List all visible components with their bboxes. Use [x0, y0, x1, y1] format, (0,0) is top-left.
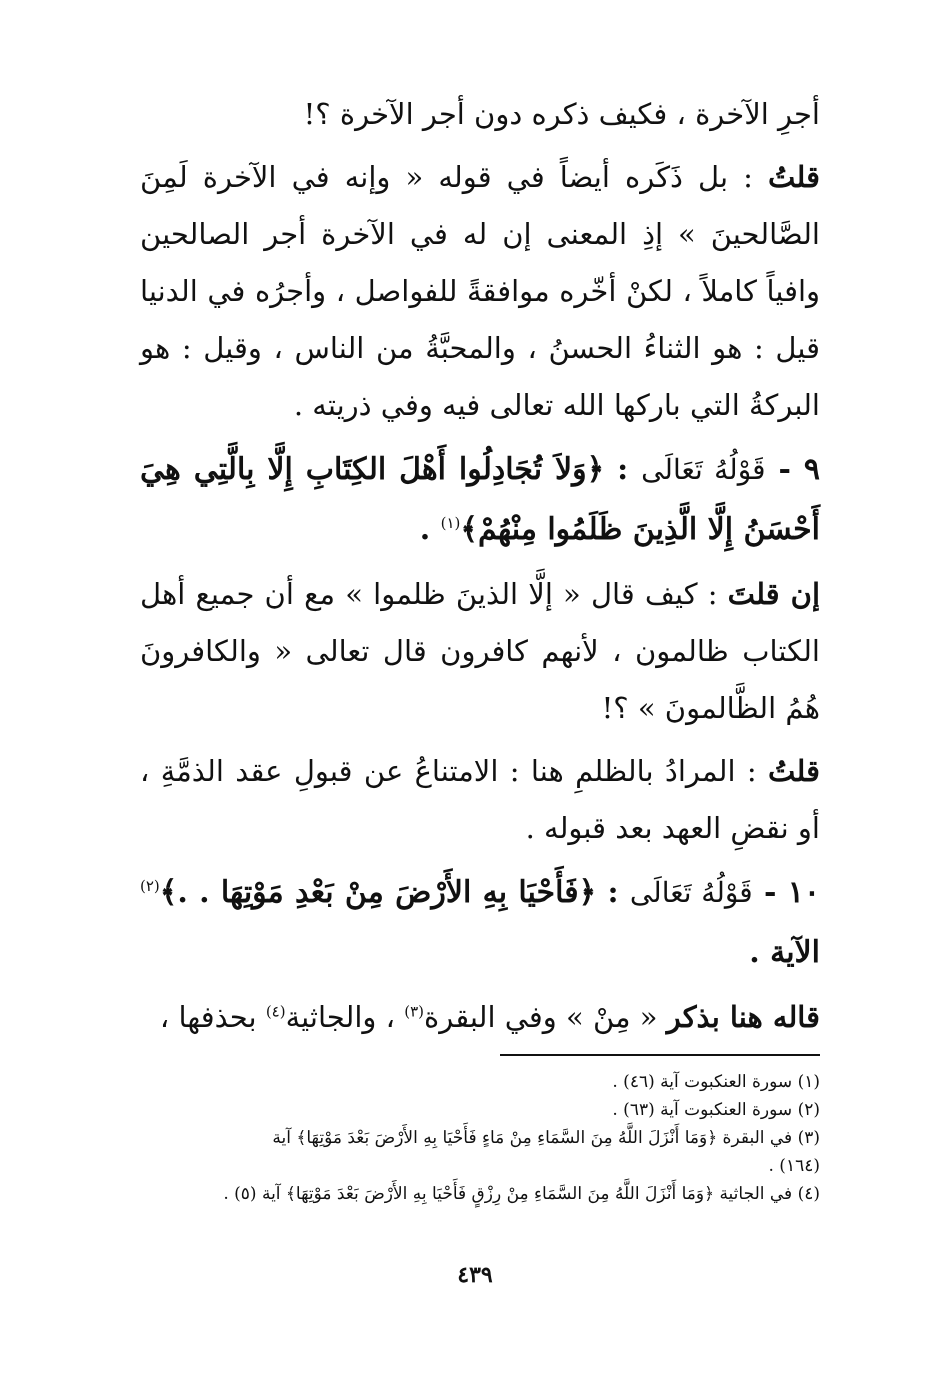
- verse-9-text: : ﴿وَلاَ تُجَادِلُوا أَهْلَ الكِتَابِ إِلَّا بِالَّتِي هِيَ أَحْسَنُ إِلَّا الَّذِينَ ظَلَمُوا مِنْهُمْ﴾: [140, 452, 820, 547]
- footnote-ref-4[interactable]: (٤): [265, 1002, 286, 1021]
- answer-lead: قلتُ: [768, 160, 820, 194]
- footnote-3-continued: (١٦٤) .: [768, 1156, 820, 1176]
- footnote-1: (١) سورة العنكبوت آية (٤٦) .: [612, 1072, 820, 1092]
- verse-10-heading: قَوْلُهُ تَعَالَى: [629, 876, 753, 909]
- verse-9-end: .: [419, 512, 441, 547]
- paragraph-2: [140, 149, 820, 434]
- paragraph-5-part-b: ، والجاثية: [285, 1000, 405, 1034]
- paragraph-5-part-c: بحذفها ،: [159, 1000, 266, 1034]
- verse-10: [140, 863, 820, 983]
- question-lead: إن قلتَ: [727, 577, 821, 611]
- footnotes: [140, 1068, 820, 1208]
- footnote-divider: [500, 1054, 820, 1056]
- footnote-ref-1[interactable]: (١): [440, 514, 461, 532]
- paragraph-4-text: : المرادُ بالظلمِ هنا : الامتناعُ عن قبولِ عقد الذمَّةِ ، أو نقضِ العهد بعد قبوله .: [140, 754, 820, 845]
- paragraph-5-part-a: « مِنْ » وفي البقرة: [424, 1000, 667, 1034]
- footnote-2: (٢) سورة العنكبوت آية (٦٣) .: [612, 1100, 820, 1120]
- page-body: [140, 86, 820, 1050]
- verse-10-text: : ﴿فَأَحْيَا بِهِ الأَرْضَ مِنْ بَعْدِ مَوْتِهَا . .﴾: [159, 875, 619, 910]
- verse-10-end: الآية .: [749, 935, 820, 970]
- paragraph-1-text: أجرِ الآخرة ، فكيف ذكره دون أجر الآخرة ؟!: [303, 97, 820, 131]
- verse-9-heading: قَوْلُهُ تَعَالَى: [641, 453, 766, 486]
- footnote-4: (٤) في الجاثية ﴿وَمَا أَنْزَلَ اللَّهُ مِنَ السَّمَاءِ مِنْ رِزْقٍ فَأَحْيَا بِهِ الأَرْضَ بَعْدَ مَوْتِهَا﴾ آية (٥) .: [223, 1184, 820, 1204]
- page-number: ٤٣٩: [457, 1262, 493, 1288]
- paragraph-4: [140, 743, 820, 857]
- verse-9: [140, 440, 820, 560]
- paragraph-5: [140, 989, 820, 1046]
- paragraph-3: [140, 566, 820, 737]
- paragraph-3-text: : كيف قال « إلَّا الذينَ ظلموا » مع أن جميع أهل الكتاب ظالمون ، لأنهم كافرون قال تعالى « والكافرونَ هُمُ الظَّالمونَ » ؟!: [140, 577, 820, 725]
- paragraph-5-lead: قاله هنا بذكر: [666, 1000, 820, 1034]
- verse-10-number: ١٠ -: [764, 875, 821, 910]
- footnote-ref-2[interactable]: (٢): [140, 877, 160, 895]
- verse-9-number: ٩ -: [778, 452, 820, 487]
- footnote-ref-3[interactable]: (٣): [404, 1002, 424, 1021]
- paragraph-2-text: : بل ذَكَره أيضاً في قوله « وإنه في الآخرة لَمِنَ الصَّالحينَ » إذِ المعنى إن له في الآخرة أجر الصالحين وافياً كاملاً ، لكنْ أخّره موافقةً للفواصل ، وأجرُه في الدنيا قيل : هو الثناءُ الحسنُ ، والمحبَّةُ من الناس ، وقيل : هو البركةُ التي باركها الله تعالى فيه وفي ذريته .: [140, 160, 820, 422]
- answer-lead-2: قلتُ: [768, 754, 820, 788]
- footnote-3: (٣) في البقرة ﴿وَمَا أَنْزَلَ اللَّهُ مِنَ السَّمَاءِ مِنْ مَاءٍ فَأَحْيَا بِهِ الأَرْضَ بَعْدَ مَوْتِهَا﴾ آية: [272, 1128, 820, 1148]
- paragraph-1: [140, 86, 820, 143]
